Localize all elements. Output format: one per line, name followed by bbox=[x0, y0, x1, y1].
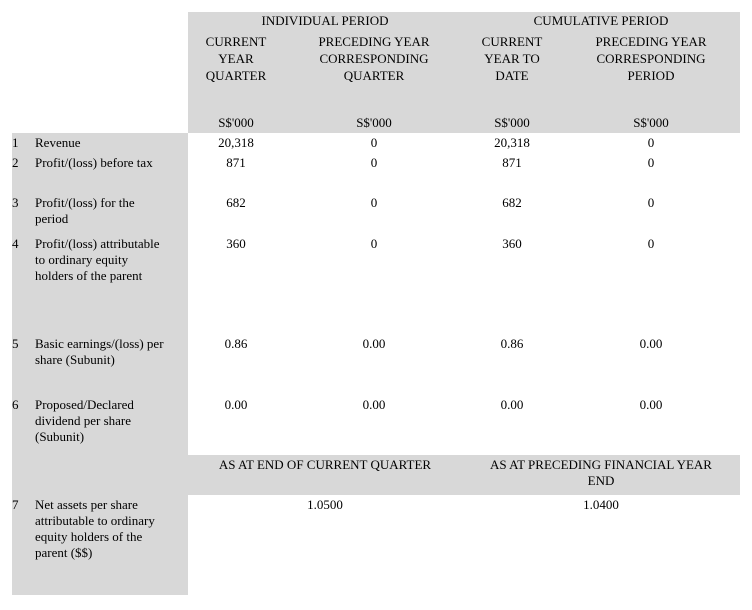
col-current-year-quarter-header bbox=[188, 33, 284, 84]
cell-value: 360 bbox=[226, 236, 246, 251]
cell-value: 0.86 bbox=[224, 336, 248, 351]
row-label-revenue: Revenue bbox=[35, 135, 81, 150]
cell-value: 0 bbox=[647, 195, 655, 210]
cell-value: 0 bbox=[647, 155, 655, 170]
row-label-profit-before-tax: Profit/(loss) before tax bbox=[35, 155, 153, 170]
header-line: AS AT PRECEDING FINANCIAL YEAR bbox=[490, 457, 712, 472]
net-assets-value-preceding: 1.0400 bbox=[583, 497, 619, 512]
label-line: Profit/(loss) for the bbox=[35, 195, 135, 210]
label-line: Profit/(loss) attributable bbox=[35, 236, 160, 251]
col3-line1: CURRENT bbox=[481, 34, 543, 49]
cell-value: 0.00 bbox=[500, 397, 524, 412]
row-number: 5 bbox=[12, 336, 19, 351]
cell-value: 682 bbox=[502, 195, 522, 210]
col3-line2: YEAR TO bbox=[484, 51, 540, 66]
cell-value: 0.00 bbox=[362, 397, 386, 412]
row-label-net-assets bbox=[35, 497, 155, 561]
row-number: 2 bbox=[12, 155, 19, 170]
cell-value: 0 bbox=[370, 195, 378, 210]
col1-line1: CURRENT bbox=[205, 34, 267, 49]
cell-value: 0 bbox=[370, 236, 378, 251]
cell-value: 0.86 bbox=[500, 336, 524, 351]
row-label-profit-for-period bbox=[35, 195, 135, 227]
col2-line2: CORRESPONDING bbox=[319, 51, 429, 66]
header-line: END bbox=[587, 473, 615, 488]
cell-value: 360 bbox=[502, 236, 522, 251]
label-line: to ordinary equity bbox=[35, 252, 129, 267]
cell-value: 0 bbox=[647, 236, 655, 251]
col3-line3: DATE bbox=[495, 68, 529, 83]
row-number: 3 bbox=[12, 195, 19, 210]
col4-line3: PERIOD bbox=[627, 68, 675, 83]
cell-value: 871 bbox=[502, 155, 522, 170]
cell-value: 20,318 bbox=[494, 135, 530, 150]
cell-value: 0.00 bbox=[639, 397, 663, 412]
label-line: attributable to ordinary bbox=[35, 513, 155, 528]
cell-value: 0 bbox=[370, 135, 378, 150]
row-label-profit-attributable bbox=[35, 236, 160, 284]
col2-line1: PRECEDING YEAR bbox=[318, 34, 430, 49]
col4-line1: PRECEDING YEAR bbox=[595, 34, 707, 49]
label-line: Net assets per share bbox=[35, 497, 138, 512]
label-line: Proposed/Declared bbox=[35, 397, 134, 412]
row-label-basic-eps bbox=[35, 336, 164, 368]
label-line: Basic earnings/(loss) per bbox=[35, 336, 164, 351]
label-line: holders of the parent bbox=[35, 268, 143, 283]
net-assets-header-preceding bbox=[462, 457, 740, 489]
col-preceding-year-quarter-header bbox=[292, 33, 456, 84]
individual-period-header: INDIVIDUAL PERIOD bbox=[261, 13, 389, 28]
cell-value: 0.00 bbox=[362, 336, 386, 351]
col-current-year-to-date-header bbox=[462, 33, 562, 84]
col1-line3: QUARTER bbox=[205, 68, 267, 83]
net-assets-header-current: AS AT END OF CURRENT QUARTER bbox=[218, 457, 432, 472]
label-line: (Subunit) bbox=[35, 429, 85, 444]
cell-value: 682 bbox=[226, 195, 246, 210]
row-number: 1 bbox=[12, 135, 19, 150]
cell-value: 871 bbox=[226, 155, 246, 170]
unit-col3: S$'000 bbox=[494, 115, 530, 130]
row-number: 6 bbox=[12, 397, 19, 412]
cell-value: 0.00 bbox=[224, 397, 248, 412]
label-line: equity holders of the bbox=[35, 529, 143, 544]
cell-value: 0.00 bbox=[639, 336, 663, 351]
col1-line2: YEAR bbox=[218, 51, 254, 66]
col-preceding-year-period-header bbox=[566, 33, 736, 84]
col4-line2: CORRESPONDING bbox=[596, 51, 706, 66]
unit-col2: S$'000 bbox=[356, 115, 392, 130]
unit-col4: S$'000 bbox=[633, 115, 669, 130]
row-number: 7 bbox=[12, 497, 19, 512]
cell-value: 20,318 bbox=[218, 135, 254, 150]
cumulative-period-header: CUMULATIVE PERIOD bbox=[533, 13, 669, 28]
cell-value: 0 bbox=[370, 155, 378, 170]
cell-value: 0 bbox=[647, 135, 655, 150]
col2-line3: QUARTER bbox=[343, 68, 405, 83]
row-number: 4 bbox=[12, 236, 19, 251]
label-line: period bbox=[35, 211, 69, 226]
unit-col1: S$'000 bbox=[218, 115, 254, 130]
label-line: dividend per share bbox=[35, 413, 132, 428]
net-assets-value-current: 1.0500 bbox=[307, 497, 343, 512]
row-label-dividend bbox=[35, 397, 134, 445]
label-line: parent ($$) bbox=[35, 545, 93, 560]
label-line: share (Subunit) bbox=[35, 352, 115, 367]
